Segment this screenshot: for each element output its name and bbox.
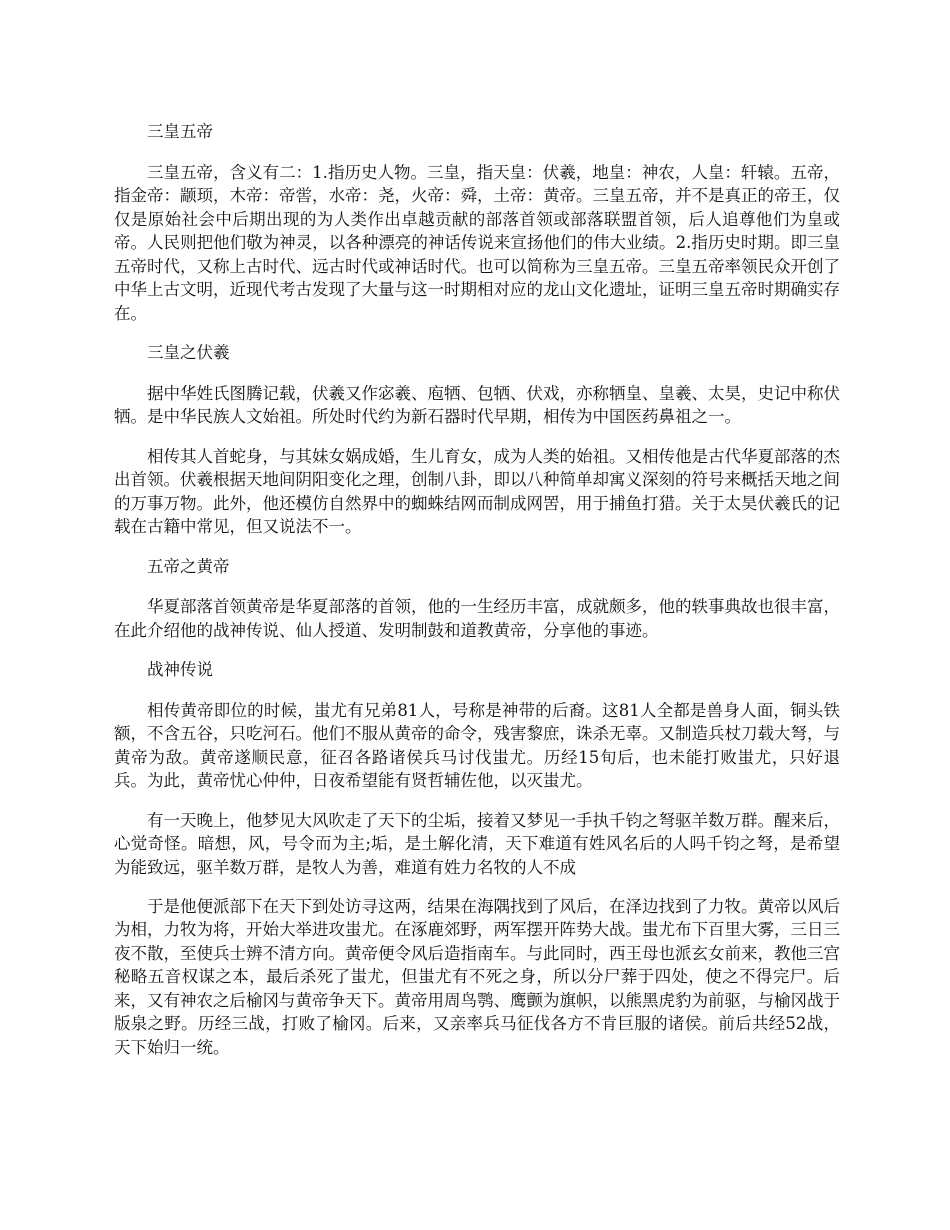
document-body bbox=[114, 120, 840, 1075]
paragraph: 据中华姓氏图腾记载，伏羲又作宓羲、庖牺、包牺、伏戏，亦称牺皇、皇羲、太昊，史记中称伏牺。是中华民族人文始祖。所处时代约为新石器时代早期，相传为中国医药鼻祖之一。 bbox=[114, 383, 840, 426]
section-heading-zhanshen: 战神传说 bbox=[147, 660, 213, 679]
paragraph: 三皇五帝，含义有二：1.指历史人物。三皇，指天皇：伏羲，地皇：神农，人皇：轩辕。五帝，指金帝：颛顼，木帝：帝喾，水帝：尧，火帝：舜，土帝：黄帝。三皇五帝，并不是真正的帝王，仅仅是原始社会中后期出现的为人类作出卓越贡献的部落首领或部落联盟首领，后人追尊他们为皇或帝。人民则把他们敬为神灵，以各种漂亮的神话传说来宣扬他们的伟大业绩。2.指历史时期。即三皇五帝时代，又称上古时代、远古时代或神话时代。也可以简称为三皇五帝。三皇五帝率领民众开创了中华上古文明，近现代考古发现了大量与这一时期相对应的龙山文化遗址，证明三皇五帝时期确实存在。 bbox=[114, 162, 840, 323]
paragraph: 有一天晚上，他梦见大风吹走了天下的尘垢，接着又梦见一手执千钧之弩驱羊数万群。醒来后，心觉奇怪。暗想，风，号令而为主;垢，是土解化清，天下难道有姓风名后的人吗千钧之弩，是希望为能致远，驱羊数万群，是牧人为善，难道有姓力名牧的人不成 bbox=[114, 810, 840, 877]
paragraph: 相传黄帝即位的时候，蚩尤有兄弟81人，号称是神带的后裔。这81人全都是兽身人面，铜头铁额，不含五谷，只吃河石。他们不服从黄帝的命令，残害黎庶，诛杀无辜。又制造兵杖刀载大弩，与黄帝为敌。黄帝遂顺民意，征召各路诸侯兵马讨伐蚩尤。历经15旬后，也未能打败蚩尤，只好退兵。为此，黄帝忧心仲仲，日夜希望能有贤哲辅佐他，以灭蚩尤。 bbox=[114, 700, 840, 790]
paragraph: 于是他便派部下在天下到处访寻这两，结果在海隅找到了风后，在泽边找到了力牧。黄帝以风后为相，力牧为将，开始大举进攻蚩尤。在涿鹿郊野，两军摆开阵势大战。蚩尤布下百里大雾，三日三夜不散，至使兵士辨不清方向。黄帝便令风后造指南车。与此同时，西王母也派玄女前来，教他三宫秘略五音权谋之本，最后杀死了蚩尤，但蚩尤有不死之身，所以分尸葬于四处，使之不得完尸。后来，又有神农之后榆冈与黄帝争天下。黄帝用周鸟鹗、鹰颤为旗帜，以熊黑虎豹为前驱，与榆冈战于版泉之野。历经三战，打败了榆冈。后来，又亲率兵马征伐各方不肯巨服的诸侯。前后共经52战，天下始归一统。 bbox=[114, 896, 840, 1057]
paragraph: 相传其人首蛇身，与其妹女娲成婚，生儿育女，成为人类的始祖。又相传他是古代华夏部落的杰出首领。伏羲根据天地间阴阳变化之理，创制八卦，即以八种简单却寓义深刻的符号来概括天地之间的万事万物。此外，他还模仿自然界中的蜘蛛结网而制成网罟，用于捕鱼打猎。关于太昊伏羲氏的记载在古籍中常见，但又说法不一。 bbox=[114, 446, 840, 536]
section-heading-huangdi: 五帝之黄帝 bbox=[147, 556, 230, 576]
paragraph: 华夏部落首领黄帝是华夏部落的首领，他的一生经历丰富，成就颇多，他的轶事典故也很丰富，在此介绍他的战神传说、仙人授道、发明制鼓和道教黄帝，分享他的事迹。 bbox=[114, 597, 840, 640]
section-heading-fuxi: 三皇之伏羲 bbox=[147, 343, 230, 362]
section-heading-sanhuang-wudi: 三皇五帝 bbox=[147, 122, 213, 141]
